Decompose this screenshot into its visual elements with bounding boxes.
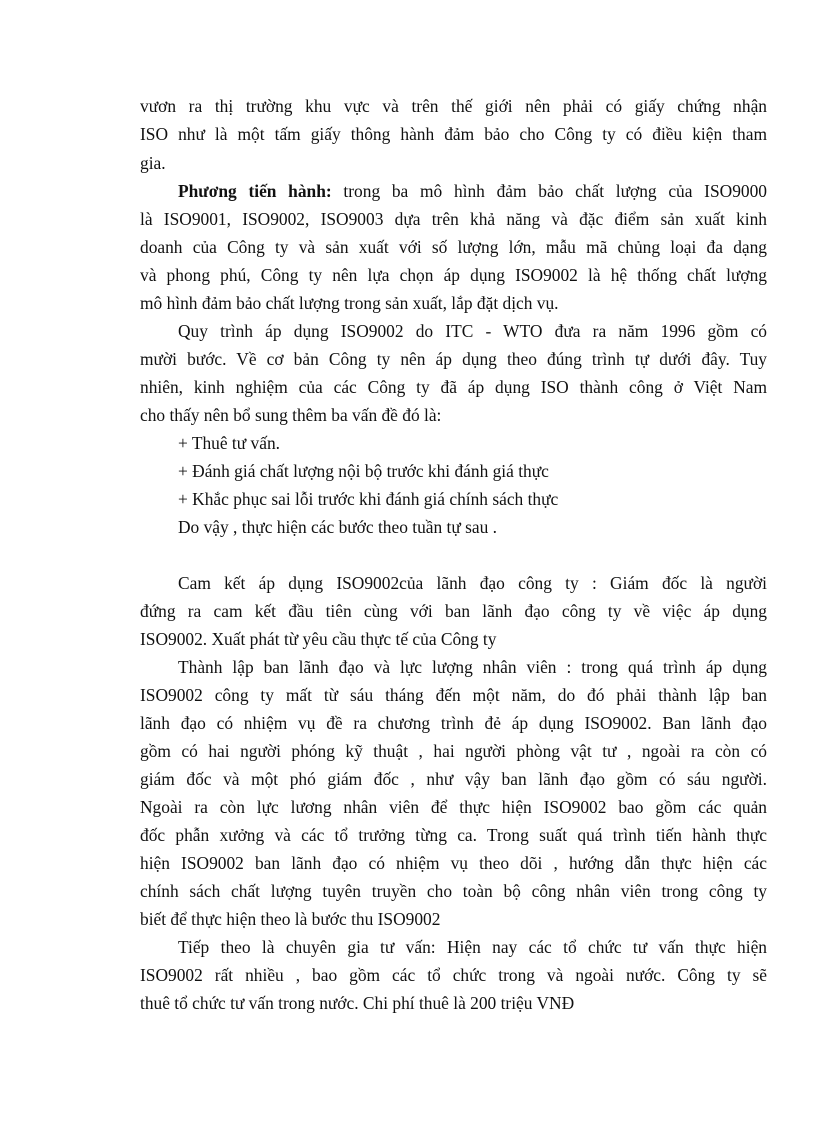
paragraph-line: ISO9002 rất nhiều , bao gồm các tổ chức trong và ngoài nước. Công ty sẽ xyxy=(140,965,767,985)
paragraph-line: doanh của Công ty và sản xuất với số lượng lớn, mẫu mã chủng loại đa dạng xyxy=(140,237,767,257)
bold-lead-text: Phương tiến hành: xyxy=(178,181,332,201)
paragraph-line: cho thấy nên bổ sung thêm ba vấn đề đó là: xyxy=(140,405,442,425)
paragraph-first-line: Quy trình áp dụng ISO9002 do ITC - WTO đưa ra năm 1996 gồm có xyxy=(178,321,767,341)
paragraph-line: giám đốc và một phó giám đốc , như vậy ban lãnh đạo gồm có sáu người. xyxy=(140,769,767,789)
paragraph-line: nhiên, kinh nghiệm của các Công ty đã áp dụng ISO thành công ở Việt Nam xyxy=(140,377,767,397)
paragraph-line: ISO9002. Xuất phát từ yêu cầu thực tế của Công ty xyxy=(140,629,497,649)
paragraph-line: ISO như là một tấm giấy thông hành đảm bảo cho Công ty có điều kiện tham xyxy=(140,124,767,144)
paragraph-first-line: Tiếp theo là chuyên gia tư vấn: Hiện nay các tổ chức tư vấn thực hiện xyxy=(178,937,767,957)
paragraph-line: là ISO9001, ISO9002, ISO9003 dựa trên khả năng và đặc điểm sản xuất kinh xyxy=(140,209,767,229)
paragraph-first-line: Thành lập ban lãnh đạo và lực lượng nhân viên : trong quá trình áp dụng xyxy=(178,657,767,677)
paragraph-line: gồm có hai người phóng kỹ thuật , hai người phòng vật tư , ngoài ra còn có xyxy=(140,741,767,761)
list-item: + Khắc phục sai lỗi trước khi đánh giá chính sách thực xyxy=(178,489,559,509)
paragraph-line: ISO9002 công ty mất từ sáu tháng đến một năm, do đó phải thành lập ban xyxy=(140,685,767,705)
paragraph-line: Do vậy , thực hiện các bước theo tuần tự sau . xyxy=(178,517,498,537)
paragraph-line: chính sách chất lượng tuyên truyền cho toàn bộ công nhân viên trong công ty xyxy=(140,881,767,901)
paragraph-first-line xyxy=(178,178,767,204)
paragraph-line: đốc phẫn xưởng và các tổ trưởng từng ca. Trong suất quá trình tiến hành thực xyxy=(140,825,767,845)
paragraph-line: đứng ra cam kết đầu tiên cùng với ban lãnh đạo công ty về việc áp dụng xyxy=(140,601,767,621)
list-item: + Thuê tư vấn. xyxy=(178,433,280,453)
paragraph-line: biết để thực hiện theo là bước thu ISO9002 xyxy=(140,909,441,929)
list-item: + Đánh giá chất lượng nội bộ trước khi đánh giá thực xyxy=(178,461,549,481)
paragraph-line: mười bước. Về cơ bản Công ty nên áp dụng theo đúng trình tự dưới đây. Tuy xyxy=(140,349,767,369)
paragraph-line: hiện ISO9002 ban lãnh đạo có nhiệm vụ theo dõi , hướng dẫn thực hiện các xyxy=(140,853,767,873)
paragraph-line: thuê tổ chức tư vấn trong nước. Chi phí thuê là 200 triệu VNĐ xyxy=(140,993,575,1013)
paragraph-first-line: Cam kết áp dụng ISO9002của lãnh đạo công ty : Giám đốc là người xyxy=(178,573,767,593)
paragraph-line-text: trong ba mô hình đảm bảo chất lượng của ISO9000 xyxy=(331,181,767,201)
paragraph-line: mô hình đảm bảo chất lượng trong sản xuất, lắp đặt dịch vụ. xyxy=(140,293,559,313)
paragraph-line: Ngoài ra còn lực lương nhân viên để thực hiện ISO9002 bao gồm các quản xyxy=(140,797,767,817)
paragraph-line: và phong phú, Công ty nên lựa chọn áp dụng ISO9002 là hệ thống chất lượng xyxy=(140,265,767,285)
paragraph-line: lãnh đạo có nhiệm vụ đề ra chương trình đẻ áp dụng ISO9002. Ban lãnh đạo xyxy=(140,713,767,733)
paragraph-line: vươn ra thị trường khu vực và trên thế giới nên phải có giấy chứng nhận xyxy=(140,96,767,116)
paragraph-line: gia. xyxy=(140,153,166,173)
